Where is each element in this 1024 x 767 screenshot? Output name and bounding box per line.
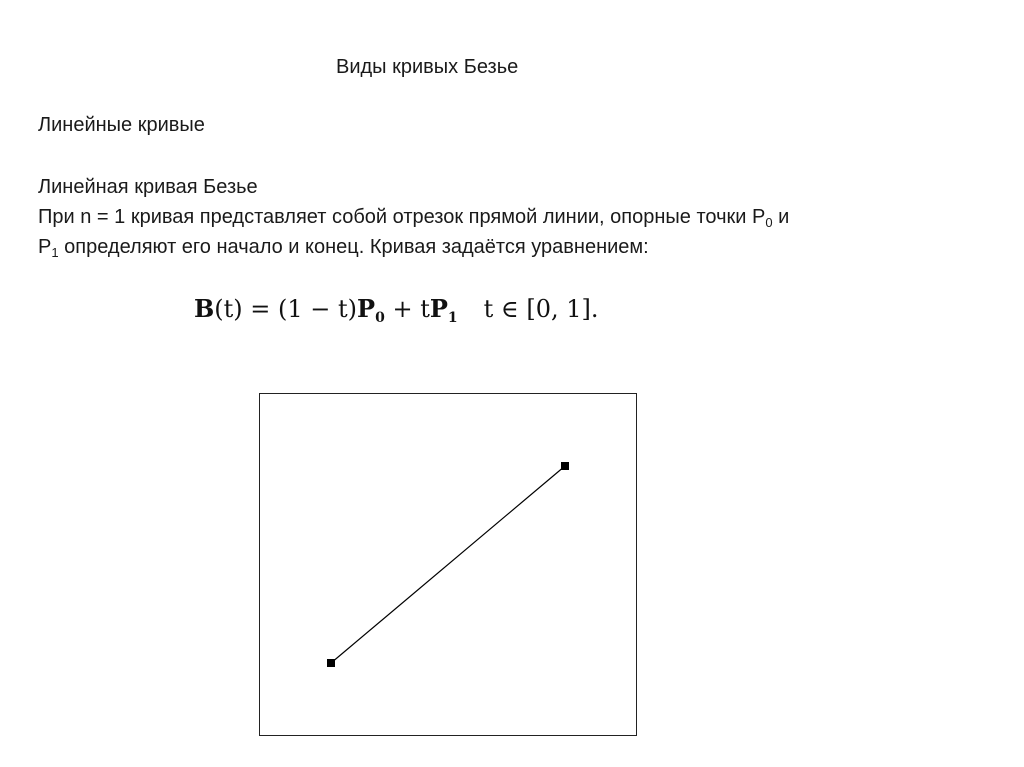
paragraph-line-2-p: P [38,236,52,258]
text-block [38,172,998,262]
formula-t-arg: (t) = (1 − t) [214,295,358,323]
formula-plus-t: + t [384,295,430,323]
bezier-segment [331,466,565,663]
formula-b: B [194,294,215,323]
linear-bezier-diagram [260,394,636,735]
formula-p0-sub: 0 [375,310,385,326]
p0-subscript: 0 [765,215,773,230]
slide-title: Виды кривых Безье [336,56,519,78]
paragraph-line-1 [38,202,998,232]
paragraph-line-1-text: При n = 1 кривая представляет собой отрезок прямой линии, опорные точки P [38,206,766,228]
section-heading: Линейные кривые [38,114,205,136]
control-point-end [561,462,569,470]
control-point-start [327,659,335,667]
formula-p0: P [357,294,376,323]
subheading: Линейная кривая Безье [38,176,258,198]
formula-p1-sub: 1 [447,310,458,326]
p1-subscript: 1 [51,245,59,260]
linear-bezier-figure [259,393,637,736]
paragraph-line-2-text: определяют его начало и конец. Кривая задаётся уравнением: [58,236,649,258]
formula-p1: P [429,294,448,323]
bezier-formula [194,292,598,326]
formula-domain: t ∈ [0, 1]. [483,295,599,323]
paragraph-line-1-end: и [772,206,790,228]
paragraph-line-2 [38,232,998,262]
